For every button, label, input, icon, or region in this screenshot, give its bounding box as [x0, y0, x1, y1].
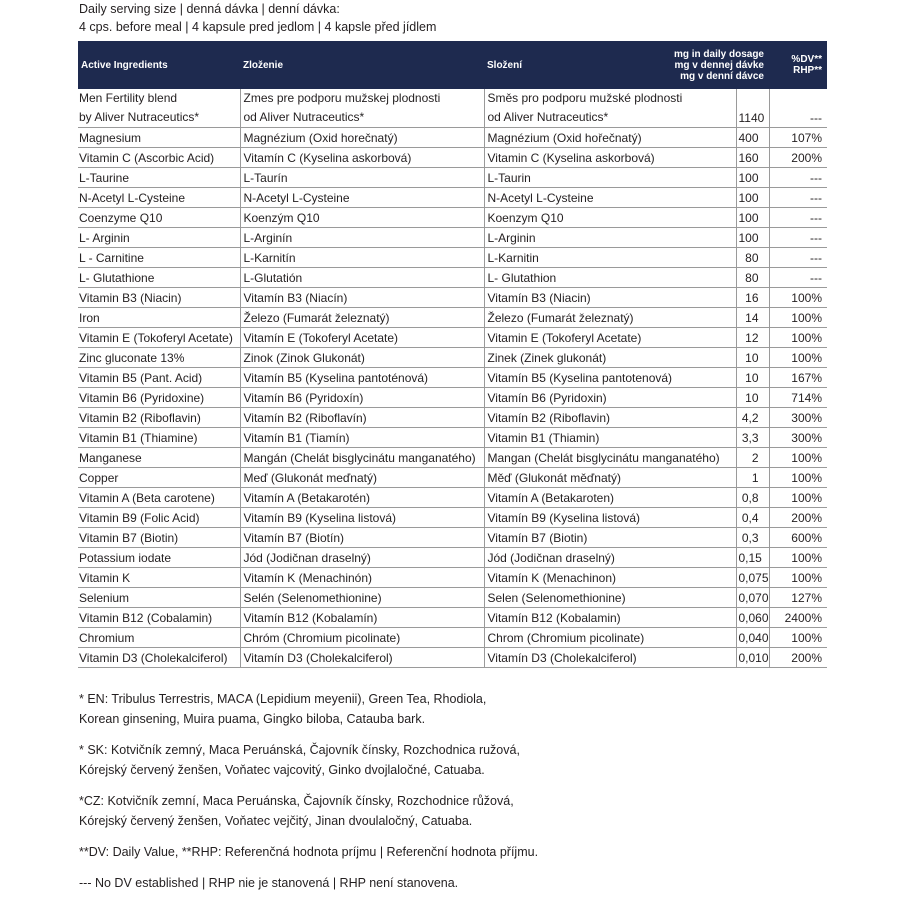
ingredient-mg: 10 [736, 348, 769, 368]
header-mg-en: mg in daily dosage [673, 48, 764, 60]
ingredient-en: Vitamin A (Beta carotene) [78, 488, 240, 508]
header-active-ingredients: Active Ingredients [78, 41, 240, 89]
ingredient-mg: 12 [736, 328, 769, 348]
ingredient-sk: Vitamín B2 (Riboflavín) [240, 408, 484, 428]
ingredient-mg: 80 [736, 268, 769, 288]
ingredient-sk: Vitamín B7 (Biotín) [240, 528, 484, 548]
ingredient-en: Selenium [78, 588, 240, 608]
ingredient-dv: 200% [769, 148, 827, 168]
ingredient-mg: 0,060 [736, 608, 769, 628]
ingredient-cz: Selen (Selenomethionine) [484, 588, 736, 608]
ingredient-cz: Zinek (Zinek glukonát) [484, 348, 736, 368]
ingredient-dv: 2400% [769, 608, 827, 628]
ingredient-sk: Selén (Selenomethionine) [240, 588, 484, 608]
ingredient-dv: 300% [769, 408, 827, 428]
table-row [78, 428, 827, 448]
ingredient-mg: 10 [736, 388, 769, 408]
table-row [78, 628, 827, 648]
ingredient-mg: 100 [736, 168, 769, 188]
ingredient-dv: 600% [769, 528, 827, 548]
ingredient-sk: Vitamín A (Betakarotén) [240, 488, 484, 508]
footnote-line: Korean ginsening, Muira puama, Gingko biloba, Catauba bark. [79, 712, 426, 726]
ingredient-dv: --- [769, 208, 827, 228]
ingredient-mg: 0,070 [736, 588, 769, 608]
ingredient-en: Manganese [78, 448, 240, 468]
footnote-line: *CZ: Kotvičník zemní, Maca Peruánska, Čajovník čínsky, Rozchodnice růžová, [79, 794, 514, 808]
ingredient-mg: 1 [736, 468, 769, 488]
table-row [78, 328, 827, 348]
ingredient-dv: 167% [769, 368, 827, 388]
ingredient-dv: 100% [769, 308, 827, 328]
ingredient-sk: L-Arginín [240, 228, 484, 248]
ingredient-en: Vitamin K [78, 568, 240, 588]
ingredient-sk: Vitamín C (Kyselina askorbová) [240, 148, 484, 168]
ingredient-en: Iron [78, 308, 240, 328]
table-row [78, 488, 827, 508]
ingredient-cz: Vitamín K (Menachinon) [484, 568, 736, 588]
ingredient-cz: L-Arginin [484, 228, 736, 248]
serving-dose-line: 4 cps. before meal | 4 kapsule pred jedlom | 4 kapsle před jídlem [79, 20, 437, 34]
ingredient-en: Vitamin B5 (Pant. Acid) [78, 368, 240, 388]
ingredient-dv: 100% [769, 288, 827, 308]
table-row [78, 608, 827, 628]
ingredient-cz: Koenzym Q10 [484, 208, 736, 228]
ingredient-dv: --- [769, 268, 827, 288]
ingredient-mg: 0,040 [736, 628, 769, 648]
ingredient-mg: 0,075 [736, 568, 769, 588]
ingredient-dv: --- [769, 188, 827, 208]
table-row [78, 388, 827, 408]
ingredient-dv: --- [769, 228, 827, 248]
footnote-dv: **DV: Daily Value, **RHP: Referenčná hodnota príjmu | Referenční hodnota příjmu. [79, 845, 539, 859]
ingredient-cz: Vitamín B3 (Niacin) [484, 288, 736, 308]
cell-line: Men Fertility blend [79, 91, 178, 105]
ingredient-dv: 100% [769, 468, 827, 488]
ingredient-sk: Vitamín B5 (Kyselina pantoténová) [240, 368, 484, 388]
ingredient-mg: 14 [736, 308, 769, 328]
ingredient-mg: 160 [736, 148, 769, 168]
ingredient-cz: Vitamín D3 (Cholekalciferol) [484, 648, 736, 668]
ingredient-sk: Magnézium (Oxid horečnatý) [240, 128, 484, 148]
header-dv: %DV** [791, 54, 822, 65]
serving-info [79, 0, 436, 36]
ingredient-en: Vitamin D3 (Cholekalciferol) [78, 648, 240, 668]
ingredient-en: N-Acetyl L-Cysteine [78, 188, 240, 208]
ingredient-dv: --- [769, 168, 827, 188]
ingredient-en: L- Glutathione [78, 268, 240, 288]
table-row [78, 148, 827, 168]
ingredient-mg: 100 [736, 208, 769, 228]
ingredient-en: Vitamin B12 (Cobalamin) [78, 608, 240, 628]
ingredient-mg: 2 [736, 448, 769, 468]
ingredient-sk: Vitamín B12 (Kobalamín) [240, 608, 484, 628]
table-row [78, 648, 827, 668]
ingredient-cz: Vitamín B2 (Riboflavin) [484, 408, 736, 428]
ingredient-cz: Chrom (Chromium picolinate) [484, 628, 736, 648]
table-row [78, 508, 827, 528]
table-row [78, 208, 827, 228]
table-row [78, 448, 827, 468]
footnote-en [79, 689, 538, 729]
ingredient-en: Vitamin B3 (Niacin) [78, 288, 240, 308]
header-mg-sk: mg v dennej dávke [674, 59, 764, 71]
header-dv-rhp [769, 41, 827, 89]
ingredient-en [78, 89, 240, 128]
cell-line: od Aliver Nutraceutics* [243, 110, 365, 124]
table-row [78, 348, 827, 368]
serving-size-line: Daily serving size | denná dávka | denní dávka: [79, 2, 340, 16]
ingredient-cz: N-Acetyl L-Cysteine [484, 188, 736, 208]
ingredient-cz: Vitamín B9 (Kyselina listová) [484, 508, 736, 528]
ingredient-cz: Vitamín B5 (Kyselina pantotenová) [484, 368, 736, 388]
ingredient-sk: Vitamín K (Menachinón) [240, 568, 484, 588]
ingredient-cz: Mangan (Chelát bisglycinátu manganatého) [484, 448, 736, 468]
ingredient-en: Vitamin B1 (Thiamine) [78, 428, 240, 448]
table-row [78, 188, 827, 208]
ingredient-dv: 100% [769, 568, 827, 588]
ingredient-mg: 100 [736, 188, 769, 208]
ingredient-en: Potassium iodate [78, 548, 240, 568]
ingredient-mg: 0,8 [736, 488, 769, 508]
ingredient-dv: 107% [769, 128, 827, 148]
ingredient-en: Vitamin B9 (Folic Acid) [78, 508, 240, 528]
ingredient-mg: 4,2 [736, 408, 769, 428]
ingredient-mg: 0,010 [736, 648, 769, 668]
ingredient-mg: 80 [736, 248, 769, 268]
ingredient-sk: Vitamín B6 (Pyridoxín) [240, 388, 484, 408]
ingredient-mg: 0,4 [736, 508, 769, 528]
cell-line: by Aliver Nutraceutics* [79, 110, 200, 124]
footnote-line: * SK: Kotvičník zemný, Maca Peruánská, Čajovník čínsky, Rozchodnica ružová, [79, 743, 520, 757]
ingredient-en: Magnesium [78, 128, 240, 148]
ingredient-sk: Vitamín E (Tokoferyl Acetate) [240, 328, 484, 348]
ingredient-en: Vitamin C (Ascorbic Acid) [78, 148, 240, 168]
ingredient-en: Vitamin B7 (Biotin) [78, 528, 240, 548]
table-row [78, 248, 827, 268]
ingredient-cz: L- Glutathion [484, 268, 736, 288]
footnotes [79, 689, 538, 904]
ingredient-en: L-Taurine [78, 168, 240, 188]
ingredient-mg: 100 [736, 228, 769, 248]
table-row [78, 308, 827, 328]
footnote-no-dv: --- No DV established | RHP nie je stanovená | RHP není stanovena. [79, 876, 459, 890]
table-row [78, 89, 827, 128]
ingredient-mg: 16 [736, 288, 769, 308]
ingredient-cz: Vitamín B12 (Kobalamin) [484, 608, 736, 628]
table-row [78, 128, 827, 148]
ingredient-mg: 3,3 [736, 428, 769, 448]
ingredient-dv: 100% [769, 628, 827, 648]
table-row [78, 408, 827, 428]
ingredient-sk: Vitamín B9 (Kyselina listová) [240, 508, 484, 528]
ingredient-cz: Vitamín A (Betakaroten) [484, 488, 736, 508]
ingredient-mg: 1140 [736, 89, 769, 128]
ingredient-dv: 714% [769, 388, 827, 408]
ingredient-en: Copper [78, 468, 240, 488]
table-row [78, 168, 827, 188]
ingredients-table [78, 41, 827, 668]
ingredient-en: Chromium [78, 628, 240, 648]
ingredient-sk: L-Glutatión [240, 268, 484, 288]
ingredient-cz [484, 89, 736, 128]
ingredient-dv: 100% [769, 348, 827, 368]
ingredient-sk: Vitamín D3 (Cholekalciferol) [240, 648, 484, 668]
header-zlozenie: Zloženie [240, 41, 484, 89]
table-row [78, 568, 827, 588]
ingredient-sk: L-Taurín [240, 168, 484, 188]
ingredient-cz: L-Taurin [484, 168, 736, 188]
ingredient-dv: --- [769, 248, 827, 268]
header-rhp: RHP** [793, 65, 822, 76]
ingredient-sk: Železo (Fumarát železnatý) [240, 308, 484, 328]
ingredient-sk: Vitamín B1 (Tiamín) [240, 428, 484, 448]
ingredient-cz: Vitamín B6 (Pyridoxin) [484, 388, 736, 408]
table-header-row [78, 41, 827, 89]
table-row [78, 368, 827, 388]
ingredient-dv: 100% [769, 448, 827, 468]
cell-line: Zmes pre podporu mužskej plodnosti [243, 91, 441, 105]
ingredient-en: L- Arginin [78, 228, 240, 248]
ingredient-sk: Meď (Glukonát meďnatý) [240, 468, 484, 488]
ingredient-en: Coenzyme Q10 [78, 208, 240, 228]
ingredient-sk: Koenzým Q10 [240, 208, 484, 228]
table-row [78, 468, 827, 488]
ingredient-cz: L-Karnitin [484, 248, 736, 268]
footnote-cz [79, 791, 538, 831]
table-row [78, 588, 827, 608]
ingredient-dv: 100% [769, 488, 827, 508]
table-row [78, 268, 827, 288]
ingredient-en: Vitamin B6 (Pyridoxine) [78, 388, 240, 408]
ingredient-en: L - Carnitine [78, 248, 240, 268]
ingredient-dv: 300% [769, 428, 827, 448]
ingredient-en: Vitamin B2 (Riboflavin) [78, 408, 240, 428]
footnote-sk [79, 740, 538, 780]
cell-line: od Aliver Nutraceutics* [487, 110, 609, 124]
footnote-line: * EN: Tribulus Terrestris, MACA (Lepidium meyenii), Green Tea, Rhodiola, [79, 692, 487, 706]
table-row [78, 528, 827, 548]
footnote-line: Kórejský červený ženšen, Voňatec vejčitý, Jinan dvoulaločný, Catuaba. [79, 814, 473, 828]
footnote-line: Kórejský červený ženšen, Voňatec vajcovitý, Ginko dvojlaločné, Catuaba. [79, 763, 485, 777]
header-mg-cz: mg v denní dávce [680, 70, 764, 82]
table-row [78, 228, 827, 248]
ingredient-cz: Měď (Glukonát měďnatý) [484, 468, 736, 488]
ingredient-dv: 200% [769, 648, 827, 668]
ingredient-dv: 100% [769, 328, 827, 348]
ingredient-en: Zinc gluconate 13% [78, 348, 240, 368]
ingredient-mg: 0,3 [736, 528, 769, 548]
cell-line: Směs pro podporu mužské plodnosti [487, 91, 683, 105]
ingredient-sk: N-Acetyl L-Cysteine [240, 188, 484, 208]
ingredient-en: Vitamin E (Tokoferyl Acetate) [78, 328, 240, 348]
ingredient-cz: Vitamin B1 (Thiamin) [484, 428, 736, 448]
ingredient-sk [240, 89, 484, 128]
ingredient-sk: Jód (Jodičnan draselný) [240, 548, 484, 568]
ingredient-sk: Chróm (Chromium picolinate) [240, 628, 484, 648]
ingredient-dv: --- [769, 89, 827, 128]
table-row [78, 548, 827, 568]
ingredient-cz: Magnézium (Oxid hořečnatý) [484, 128, 736, 148]
ingredient-dv: 100% [769, 548, 827, 568]
header-mg-daily [673, 41, 769, 89]
ingredient-cz: Jód (Jodičnan draselný) [484, 548, 736, 568]
header-slozeni: Složení [484, 41, 736, 89]
ingredient-mg: 0,15 [736, 548, 769, 568]
ingredient-dv: 200% [769, 508, 827, 528]
ingredient-sk: Vitamín B3 (Niacín) [240, 288, 484, 308]
ingredient-sk: Mangán (Chelát bisglycinátu manganatého) [240, 448, 484, 468]
ingredient-sk: Zinok (Zinok Glukonát) [240, 348, 484, 368]
ingredient-mg: 400 [736, 128, 769, 148]
ingredient-mg: 10 [736, 368, 769, 388]
ingredient-sk: L-Karnitín [240, 248, 484, 268]
ingredient-cz: Vitamín B7 (Biotin) [484, 528, 736, 548]
ingredient-dv: 127% [769, 588, 827, 608]
ingredient-cz: Vitamin C (Kyselina askorbová) [484, 148, 736, 168]
ingredient-cz: Železo (Fumarát železnatý) [484, 308, 736, 328]
ingredient-cz: Vitamin E (Tokoferyl Acetate) [484, 328, 736, 348]
table-row [78, 288, 827, 308]
